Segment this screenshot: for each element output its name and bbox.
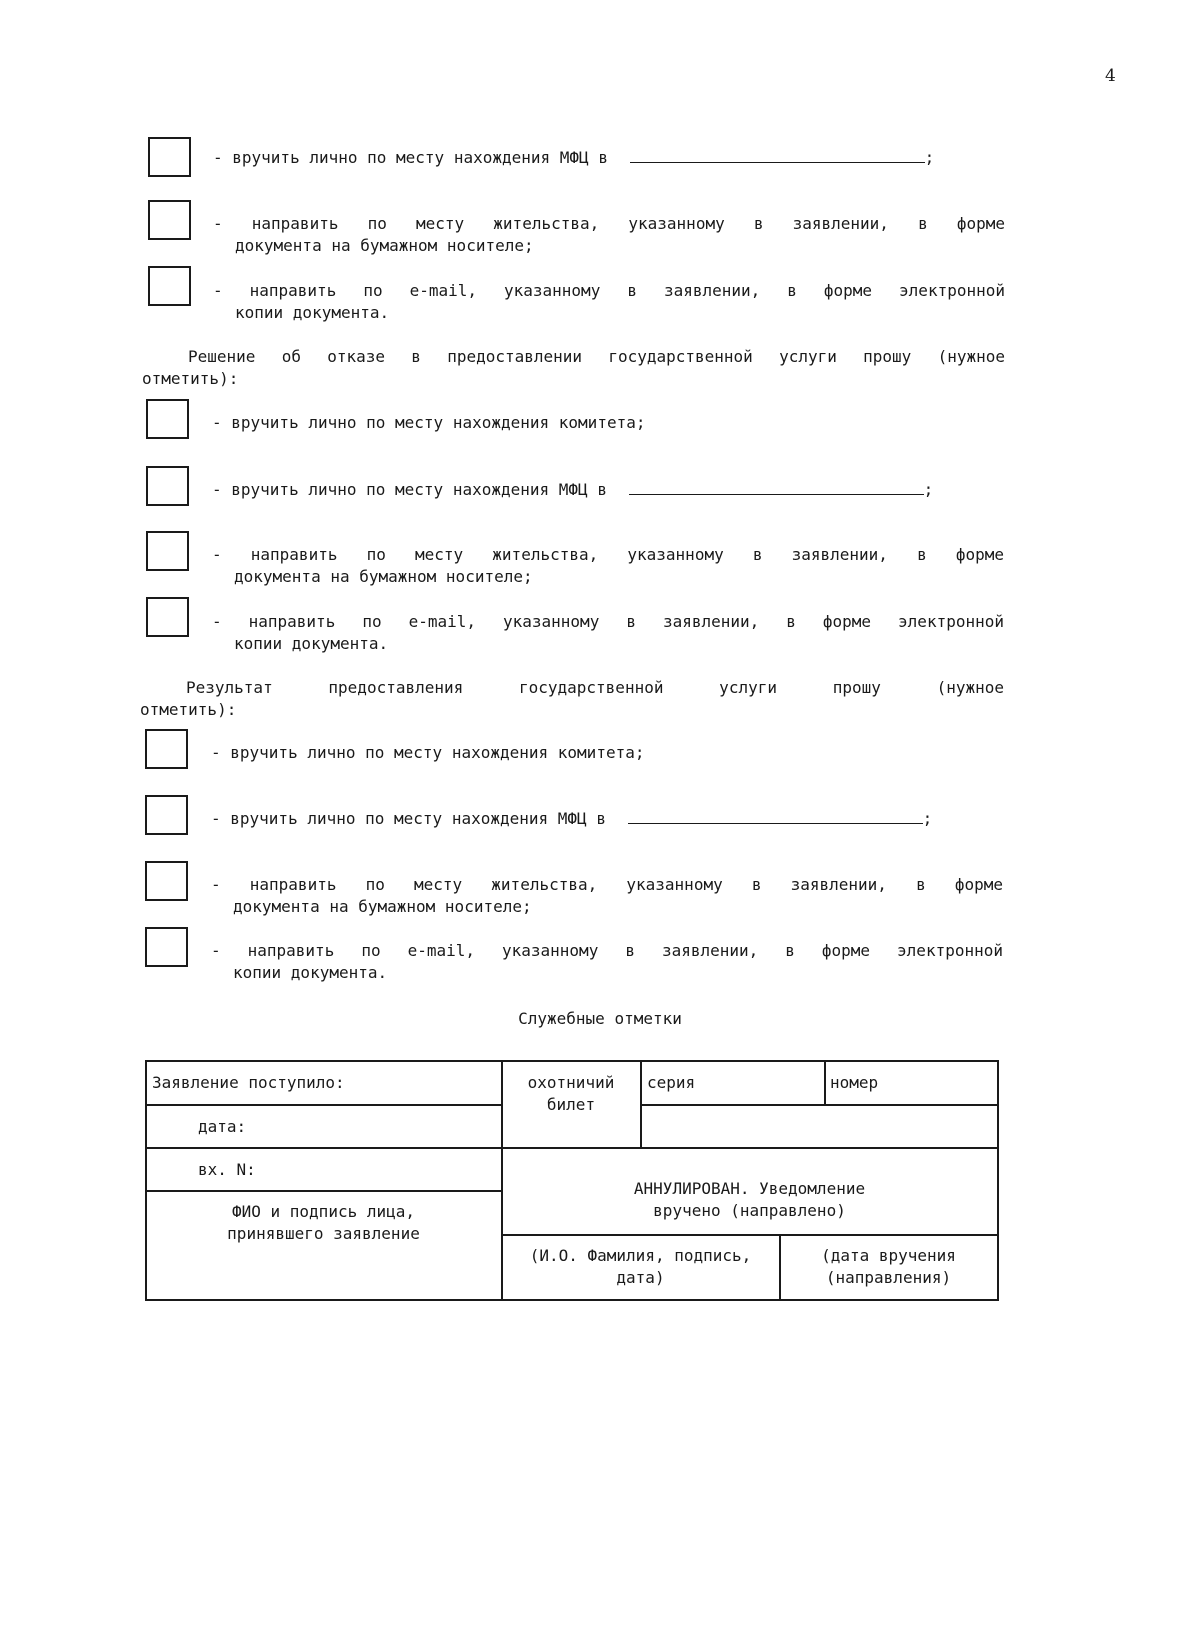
checkbox-result-committee[interactable] — [145, 729, 188, 769]
option-email-1-line1: - направить по e-mail, указанному в заявлении, в форме электронной — [213, 281, 1005, 300]
checkbox-refusal-committee[interactable] — [146, 399, 189, 439]
option-result-email-line1: - направить по e-mail, указанному в заявлении, в форме электронной — [211, 941, 1003, 960]
date-label: дата: — [198, 1117, 247, 1136]
annulled-notice-line1: АННУЛИРОВАН. Уведомление — [633, 1179, 866, 1198]
hunting-ticket-line2: билет — [546, 1095, 596, 1114]
option-result-email-line2: копии документа. — [233, 963, 388, 982]
option-tail: ; — [922, 809, 933, 828]
result-heading-line1: Результат предоставления государственной услуги прошу (нужное — [186, 678, 1004, 697]
option-result-mail-paper-line2: документа на бумажном носителе; — [233, 897, 532, 916]
mfc-address-field-2[interactable] — [629, 478, 924, 495]
option-refusal-committee: - вручить лично по месту нахождения комитета; — [212, 413, 646, 432]
page-number: 4 — [1105, 66, 1116, 86]
option-refusal-email-line1: - направить по e-mail, указанному в заявлении, в форме электронной — [212, 612, 1004, 631]
signature-label — [501, 1245, 780, 1289]
checkbox-result-mfc[interactable] — [145, 795, 188, 835]
signature-line2: дата) — [616, 1268, 665, 1287]
series-label: серия — [647, 1073, 696, 1092]
checkbox-refusal-email[interactable] — [146, 597, 189, 637]
option-label: - вручить лично по месту нахождения МФЦ в — [212, 480, 607, 499]
accepting-person-label — [145, 1201, 502, 1245]
annulled-notice-line2: вручено (направлено) — [653, 1201, 846, 1220]
checkbox-refusal-mail-paper[interactable] — [146, 531, 189, 571]
checkbox-result-mail-paper[interactable] — [145, 861, 188, 901]
option-refusal-mfc — [212, 478, 933, 501]
option-mfc-delivery-1 — [213, 146, 934, 169]
hunting-ticket-label — [501, 1072, 641, 1116]
checkbox-email-1[interactable] — [148, 266, 191, 306]
received-label: Заявление поступило: — [152, 1073, 345, 1092]
service-marks-title: Служебные отметки — [518, 1009, 682, 1028]
number-label: номер — [830, 1073, 879, 1092]
option-refusal-mail-paper-line2: документа на бумажном носителе; — [234, 567, 533, 586]
checkbox-mfc-delivery-1[interactable] — [148, 137, 191, 177]
option-mail-paper-1-line2: документа на бумажном носителе; — [235, 236, 534, 255]
delivery-date-line2: (направления) — [825, 1268, 952, 1287]
result-heading-line2: отметить): — [140, 700, 237, 719]
checkbox-mail-paper-1[interactable] — [148, 200, 191, 240]
refusal-heading-line1: Решение об отказе в предоставлении государственной услуги прошу (нужное — [188, 347, 1005, 366]
option-result-committee: - вручить лично по месту нахождения комитета; — [211, 743, 645, 762]
mfc-address-field-3[interactable] — [628, 807, 923, 824]
mfc-address-field-1[interactable] — [630, 146, 925, 163]
signature-line1: (И.О. Фамилия, подпись, — [529, 1246, 752, 1265]
option-tail: ; — [923, 480, 934, 499]
checkbox-result-email[interactable] — [145, 927, 188, 967]
annulled-notice — [501, 1178, 998, 1222]
delivery-date-line1: (дата вручения — [821, 1246, 956, 1265]
delivery-date-label — [779, 1245, 998, 1289]
option-refusal-email-line2: копии документа. — [234, 634, 389, 653]
option-refusal-mail-paper-line1: - направить по месту жительства, указанному в заявлении, в форме — [212, 545, 1004, 564]
accepting-person-line1: ФИО и подпись лица, — [231, 1202, 416, 1221]
refusal-heading-line2: отметить): — [142, 369, 239, 388]
option-tail: ; — [924, 148, 935, 167]
option-label: - вручить лично по месту нахождения МФЦ в — [213, 148, 608, 167]
accepting-person-line2: принявшего заявление — [227, 1224, 420, 1243]
option-mail-paper-1-line1: - направить по месту жительства, указанному в заявлении, в форме — [213, 214, 1005, 233]
option-result-mfc — [211, 807, 932, 830]
option-label: - вручить лично по месту нахождения МФЦ в — [211, 809, 606, 828]
option-email-1-line2: копии документа. — [235, 303, 390, 322]
checkbox-refusal-mfc[interactable] — [146, 466, 189, 506]
hunting-ticket-line1: охотничий — [527, 1073, 615, 1092]
option-result-mail-paper-line1: - направить по месту жительства, указанному в заявлении, в форме — [211, 875, 1003, 894]
incoming-number-label: вх. N: — [198, 1160, 256, 1179]
